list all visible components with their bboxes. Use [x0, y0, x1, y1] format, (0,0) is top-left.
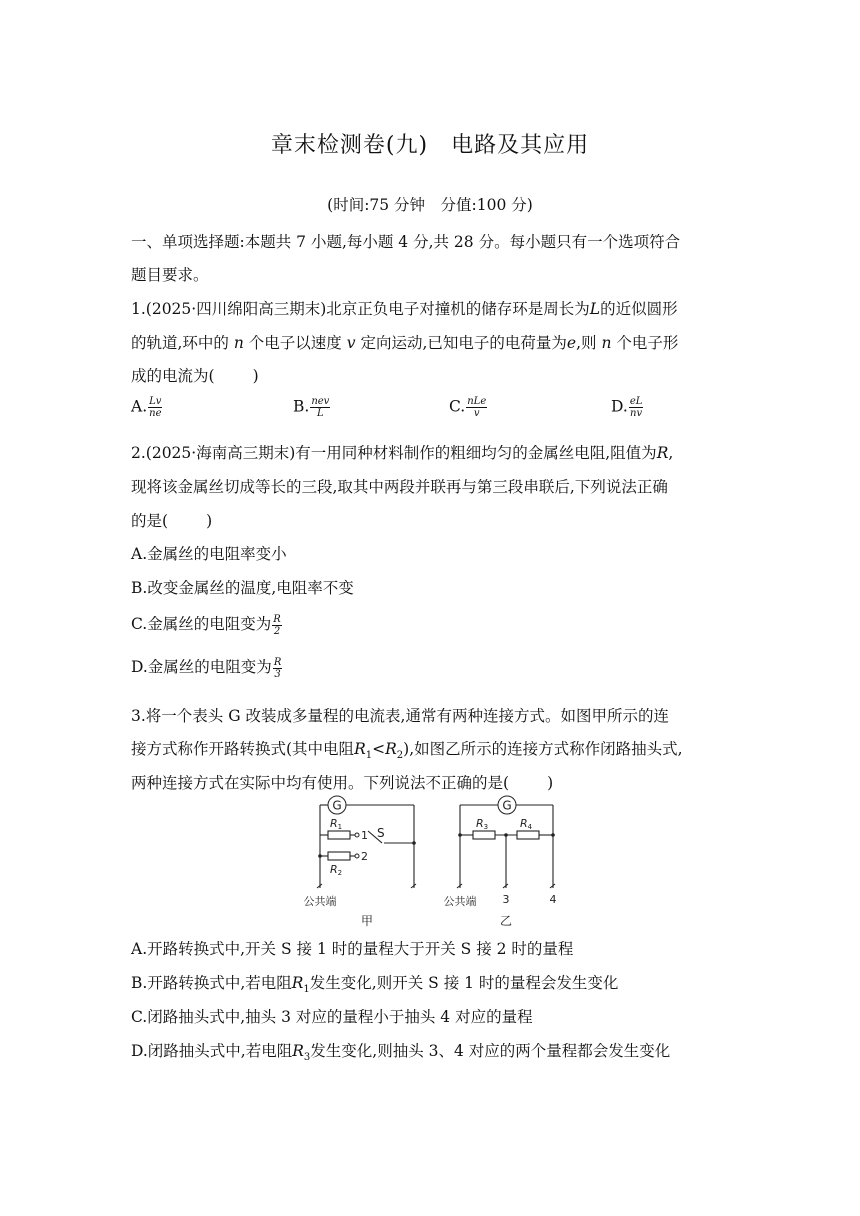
- option-text: B.开路转换式中,若电阻: [131, 974, 292, 992]
- tap-3-label: 3: [502, 893, 510, 906]
- section-heading-line2: 题目要求。: [131, 266, 209, 284]
- fraction: [629, 396, 644, 419]
- answer-paren-close: ): [206, 512, 213, 530]
- q1-text: 的近似圆形: [600, 300, 678, 318]
- fraction-denominator: 3: [274, 668, 281, 680]
- q1-stem-end: 成的电流为(: [131, 367, 215, 385]
- subscript: 1: [303, 984, 310, 996]
- var-R: R: [476, 817, 484, 830]
- subscript: 2: [337, 869, 343, 877]
- q2-stem-end: 的是(: [131, 512, 169, 530]
- galvanometer-label: G: [332, 798, 342, 813]
- var-R: R: [291, 974, 304, 992]
- q1-option-a: [131, 396, 162, 419]
- q1-text: 的轨道,环中的: [131, 334, 229, 352]
- fraction-numerator: nev: [311, 396, 330, 407]
- q1-var-e: e: [566, 334, 577, 352]
- fraction: [148, 396, 162, 419]
- switch-pos-2: 2: [361, 850, 368, 863]
- option-label: C.: [449, 397, 466, 416]
- q1-option-b: [293, 396, 330, 419]
- q3-stem-end: 两种连接方式在实际中均有使用。下列说法不正确的是(: [131, 774, 510, 792]
- figure-caption-yi: 乙: [499, 914, 513, 928]
- fraction-denominator: v: [473, 408, 480, 419]
- q3-option-d: [131, 1039, 670, 1063]
- q1-text: ,则: [576, 334, 597, 352]
- var-R: R: [520, 817, 528, 830]
- fraction-numerator: eL: [629, 396, 643, 407]
- var-R: R: [292, 1042, 304, 1060]
- figure-caption-jia: 甲: [360, 914, 374, 928]
- fraction: [272, 614, 282, 637]
- q3-var-R: R: [385, 740, 397, 758]
- option-label: D.: [611, 397, 628, 416]
- answer-paren-close: ): [252, 367, 259, 385]
- q1-text: 定向运动,已知电子的电荷量为: [360, 334, 567, 352]
- fraction-numerator: R: [273, 613, 281, 625]
- q1-line3: [131, 364, 259, 386]
- subscript: 3: [483, 823, 489, 831]
- fraction: [310, 396, 330, 419]
- answer-paren-close: ): [547, 774, 554, 792]
- fraction: [466, 396, 487, 419]
- common-terminal-label: 公共端: [303, 895, 337, 908]
- fraction-denominator: ne: [149, 408, 162, 419]
- q3-var-R: R: [354, 740, 366, 758]
- q1-option-c: [449, 396, 487, 419]
- q1-var-v: v: [346, 334, 356, 352]
- q3-text: 接方式称作开路转换式(其中电阻: [131, 740, 355, 758]
- subscript: 2: [396, 750, 404, 762]
- q1-text: 1.(2025·四川绵阳高三期末)北京正负电子对撞机的储存环是周长为: [131, 300, 590, 318]
- q3-line1: 3.将一个表头 G 改装成多量程的电流表,通常有两种连接方式。如图甲所示的连: [131, 707, 669, 725]
- q1-var-n: n: [233, 334, 244, 352]
- fraction: [273, 657, 283, 680]
- fraction-numerator: nLe: [467, 396, 487, 407]
- q2-line1: [131, 441, 673, 463]
- option-text: D.金属丝的电阻变为: [131, 658, 272, 676]
- q1-line2: [131, 331, 678, 353]
- resistor-r4-label: [520, 817, 533, 831]
- switch-pos-1: 1: [361, 829, 368, 842]
- q1-var-n: n: [601, 334, 612, 352]
- less-than: <: [372, 740, 386, 758]
- option-text: C.金属丝的电阻变为: [131, 615, 272, 633]
- switch-label: S: [377, 826, 385, 840]
- q1-option-d: [611, 396, 643, 419]
- subscript: 1: [365, 750, 373, 762]
- option-label: B.: [293, 397, 310, 416]
- galvanometer-label: G: [502, 798, 512, 813]
- tap-4-label: 4: [549, 893, 557, 906]
- resistor-r1-label: [330, 817, 342, 831]
- q1-text: 个电子形: [616, 334, 679, 352]
- q3-text: ),如图乙所示的连接方式称作闭路抽头式,: [403, 740, 683, 758]
- fraction-numerator: R: [273, 656, 282, 668]
- q2-line2: 现将该金属丝切成等长的三段,取其中两段并联再与第三段串联后,下列说法正确: [131, 478, 668, 496]
- q3-option-a: A.开路转换式中,开关 S 接 1 时的量程大于开关 S 接 2 时的量程: [131, 940, 574, 958]
- q2-option-c: [131, 612, 282, 637]
- q2-line3: [131, 509, 212, 531]
- q2-var-R: R: [656, 444, 669, 462]
- common-terminal-label: 公共端: [443, 895, 477, 908]
- q1-text: 个电子以速度: [248, 334, 342, 352]
- fraction-numerator: Lv: [149, 396, 162, 407]
- q1-var-L: L: [589, 300, 601, 318]
- q3-option-c: C.闭路抽头式中,抽头 3 对应的量程小于抽头 4 对应的量程: [131, 1008, 533, 1026]
- subscript: 1: [337, 823, 343, 831]
- option-label: A.: [131, 397, 148, 416]
- var-R: R: [330, 863, 338, 876]
- resistor-r2-label: [330, 863, 342, 877]
- q1-line1: [131, 297, 678, 319]
- fraction-denominator: nv: [630, 408, 643, 419]
- q2-text: ,: [668, 444, 674, 462]
- section-heading-line1: 一、单项选择题:本题共 7 小题,每小题 4 分,共 28 分。每小题只有一个选项符合: [131, 233, 681, 251]
- subscript: 4: [527, 823, 533, 831]
- subscript: 3: [303, 1052, 311, 1064]
- circuit-figure: [290, 793, 580, 933]
- exam-info: (时间:75 分钟 分值:100 分): [327, 196, 533, 214]
- resistor-r3-label: [476, 817, 488, 831]
- q2-option-b: B.改变金属丝的温度,电阻率不变: [131, 579, 354, 597]
- page-title: 章末检测卷(九) 电路及其应用: [270, 133, 590, 158]
- q3-option-b: [131, 971, 618, 995]
- q2-option-d: [131, 655, 282, 680]
- var-R: R: [330, 817, 338, 830]
- q2-option-a: A.金属丝的电阻率变小: [131, 545, 287, 563]
- fraction-denominator: 2: [273, 625, 281, 637]
- option-text: D.闭路抽头式中,若电阻: [131, 1042, 293, 1060]
- q3-line3: [131, 771, 553, 793]
- q2-text: 2.(2025·海南高三期末)有一用同种材料制作的粗细均匀的金属丝电阻,阻值为: [131, 444, 657, 462]
- fraction-denominator: L: [317, 408, 324, 419]
- option-text: 发生变化,则开关 S 接 1 时的量程会发生变化: [309, 974, 619, 992]
- option-text: 发生变化,则抽头 3、4 对应的两个量程都会发生变化: [310, 1042, 671, 1060]
- q3-line2: [131, 737, 683, 761]
